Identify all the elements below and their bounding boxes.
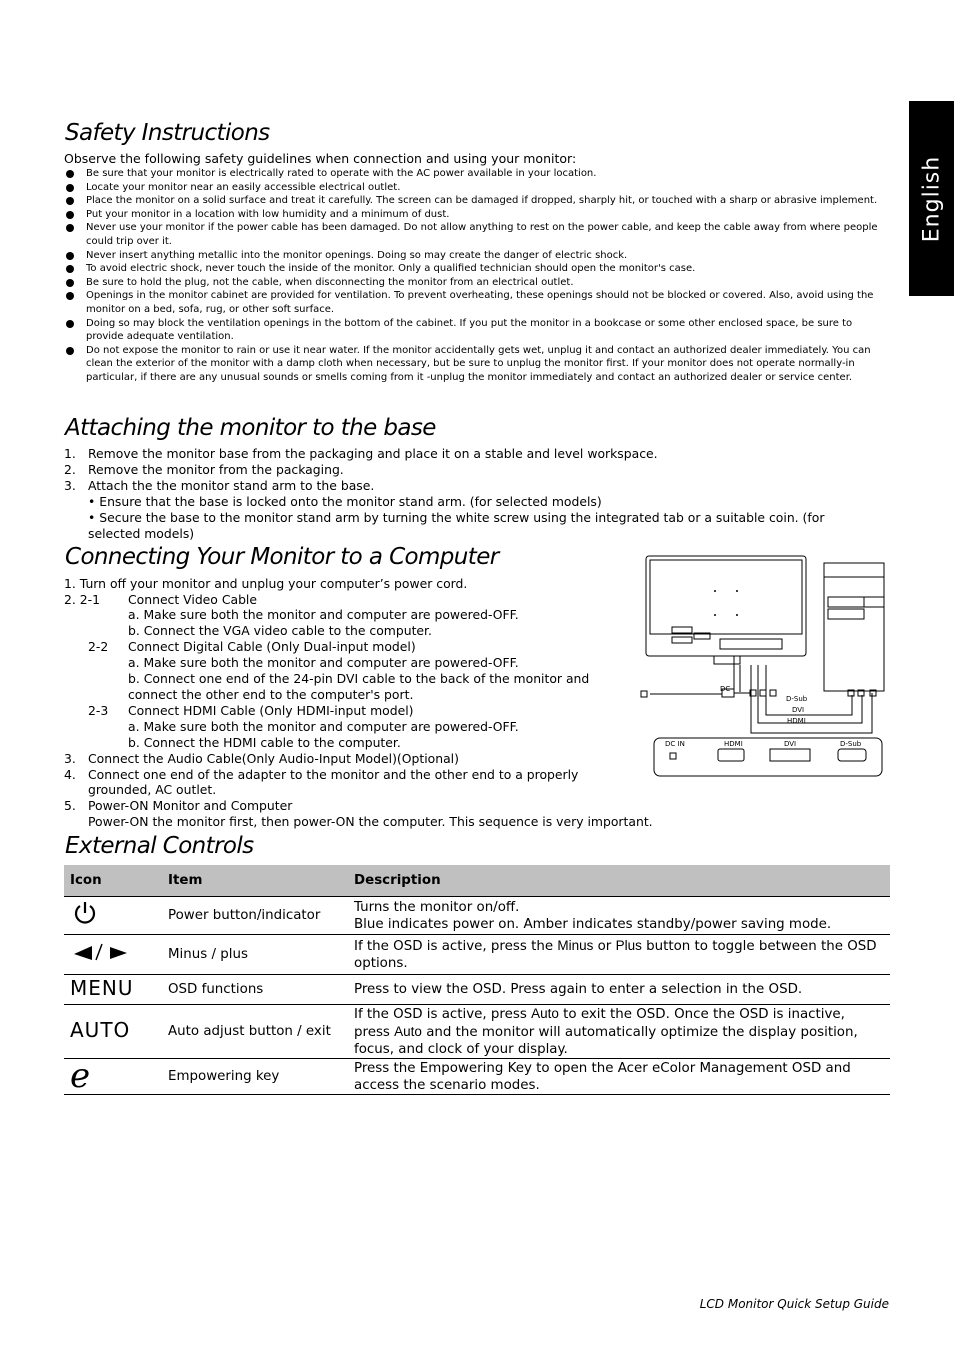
footer-title: LCD Monitor Quick Setup Guide [699, 1297, 889, 1311]
column-header-description: Description [348, 865, 890, 897]
description-text: and the monitor will automatically optimize the display position, focus, and clock of your display. [354, 1025, 858, 1057]
list-item: Locate your monitor near an easily accessible electrical outlet. [64, 181, 890, 195]
description-cell: Press the Empowering Key to open the Acer eColor Management OSD and access the scenario modes. [348, 1059, 890, 1095]
minus-plus-icon [72, 942, 132, 962]
step-text: Remove the monitor base from the packaging and place it on a stable and level workspace. [88, 446, 658, 461]
controls-heading: External Controls [65, 833, 254, 859]
column-header-item: Item [162, 865, 348, 897]
connect-line: Power-ON Monitor and Computer [88, 798, 293, 813]
connect-heading: Connecting Your Monitor to a Computer [65, 544, 499, 570]
item-cell: Minus / plus [162, 935, 348, 975]
step-number: 5. [64, 798, 76, 813]
step-number: 2. 2-1 [64, 592, 100, 607]
list-item: Place the monitor on a solid surface and treat it carefully. The screen can be damaged if dropped, sharply hit, or touched with a sharp or abrasive implement. [64, 194, 890, 208]
connect-line: Power-ON the monitor first, then power-ON the computer. This sequence is very important. [88, 814, 653, 829]
step-number: 2-3 [88, 703, 109, 718]
step-number: 1. [64, 446, 76, 461]
power-icon [72, 900, 98, 926]
list-item: Put your monitor in a location with low humidity and a minimum of dust. [64, 208, 890, 222]
label-dsub: D-Sub [786, 695, 808, 703]
table-row [64, 935, 890, 975]
safety-list [64, 167, 890, 385]
list-item: Do not expose the monitor to rain or use it near water. If the monitor accidentally gets wet, unplug it and contact an authorized dealer immediately. You can clean the exterior of the monitor with a damp cloth when necessary, but be sure to unplug the monitor first. If your monitor does not operate normally-in particular, if there are any unusual sounds or smells coming from it -unplug the monitor immediately and contact an authorized dealer or service center. [64, 344, 890, 385]
port-dsub-label: D-Sub [840, 740, 862, 748]
language-tab [909, 101, 954, 296]
label-hdmi: HDMI [787, 717, 806, 725]
item-cell: Power button/indicator [162, 897, 348, 935]
connect-line: Connect Digital Cable (Only Dual-input model) [128, 639, 416, 654]
auto-icon: AUTO [70, 1017, 131, 1042]
connect-line: Connect Video Cable [128, 592, 258, 607]
list-item: Be sure to hold the plug, not the cable, when disconnecting the monitor from an electrical outlet. [64, 276, 890, 290]
description-cell: Press to view the OSD. Press again to enter a selection in the OSD. [348, 975, 890, 1005]
description-text: If the OSD is active, press [354, 1007, 532, 1022]
attach-heading: Attaching the monitor to the base [65, 415, 436, 441]
keyword-plus: Plus [615, 938, 642, 953]
connect-line: grounded, AC outlet. [88, 782, 217, 797]
item-cell: Auto adjust button / exit [162, 1005, 348, 1059]
description-text: to exit the OSD. Once the OSD is inactive, press [354, 1007, 845, 1040]
connect-line: a. Make sure both the monitor and computer are powered-OFF. [128, 655, 519, 670]
connection-diagram [632, 553, 890, 781]
safety-intro: Observe the following safety guidelines when connection and using your monitor: [64, 151, 577, 166]
description-cell [348, 897, 890, 935]
port-dvi-label: DVI [784, 740, 797, 748]
connect-line: 1. Turn off your monitor and unplug your computer’s power cord. [64, 576, 468, 591]
connect-line: connect the other end to the computer's port. [128, 687, 414, 702]
description-text: or [593, 939, 616, 954]
safety-heading: Safety Instructions [65, 120, 270, 146]
table-row [64, 1059, 890, 1095]
step-text: Attach the the monitor stand arm to the base. [88, 478, 375, 493]
description-cell [348, 1005, 890, 1059]
keyword-auto: Auto [531, 1006, 559, 1021]
list-item: Never use your monitor if the power cable has been damaged. Do not allow anything to rest on the power cable, and keep the cable away from where people could trip over it. [64, 221, 890, 248]
description-text: If the OSD is active, press the [354, 939, 558, 954]
attach-bullet-cont: selected models) [88, 526, 195, 541]
list-item: Doing so may block the ventilation openings in the bottom of the cabinet. If you put the monitor in a bookcase or some other enclosed space, be sure to provide adequate ventilation. [64, 317, 890, 344]
connect-line: Connect the Audio Cable(Only Audio-Input Model)(Optional) [88, 751, 459, 766]
item-cell: Empowering key [162, 1059, 348, 1095]
connect-line: b. Connect the HDMI cable to the computer. [128, 735, 401, 750]
step-number: 4. [64, 767, 76, 782]
step-number: 3. [64, 751, 76, 766]
table-row [64, 1005, 890, 1059]
list-item: Openings in the monitor cabinet are provided for ventilation. To prevent overheating, these openings should not be blocked or covered. Also, avoid using the monitor on a bed, sofa, rug, or other soft surface. [64, 289, 890, 316]
list-item: Be sure that your monitor is electrically rated to operate with the AC power available in your location. [64, 167, 890, 181]
port-hdmi-label: HDMI [724, 740, 743, 748]
keyword-auto: Auto [394, 1024, 422, 1039]
language-tab-label: English [919, 155, 944, 242]
connect-line: b. Connect one end of the 24-pin DVI cable to the back of the monitor and [128, 671, 590, 686]
label-dvi: DVI [792, 706, 805, 714]
list-item: To avoid electric shock, never touch the inside of the monitor. Only a qualified technician should open the monitor's case. [64, 262, 890, 276]
step-text: Remove the monitor from the packaging. [88, 462, 344, 477]
connect-line: a. Make sure both the monitor and computer are powered-OFF. [128, 719, 519, 734]
controls-table [64, 865, 890, 1095]
description-line: Blue indicates power on. Amber indicates standby/power saving mode. [354, 916, 832, 932]
connect-line: Connect HDMI Cable (Only HDMI-input model) [128, 703, 414, 718]
attach-bullet: • Secure the base to the monitor stand arm by turning the white screw using the integrated tab or a suitable coin. (for [88, 510, 825, 525]
port-dcin-label: DC IN [665, 740, 685, 748]
connect-line: b. Connect the VGA video cable to the computer. [128, 623, 432, 638]
description-cell [348, 935, 890, 975]
label-dc: DC [720, 685, 731, 693]
step-number: 2. [64, 462, 76, 477]
pc-tower [824, 563, 884, 691]
step-number: 3. [64, 478, 76, 493]
keyword-minus: Minus [557, 938, 594, 953]
connect-line: a. Make sure both the monitor and computer are powered-OFF. [128, 607, 519, 622]
table-header-row [64, 865, 890, 897]
attach-bullet: • Ensure that the base is locked onto the monitor stand arm. (for selected models) [88, 494, 602, 509]
item-cell: OSD functions [162, 975, 348, 1005]
description-line: Turns the monitor on/off. [354, 899, 520, 915]
monitor-panel [650, 560, 802, 634]
menu-icon: MENU [70, 975, 134, 1000]
description-text: button to toggle between the OSD options. [354, 939, 877, 971]
column-header-icon: Icon [64, 865, 162, 897]
table-row [64, 975, 890, 1005]
list-item: Never insert anything metallic into the monitor openings. Doing so may create the danger of electric shock. [64, 249, 890, 263]
connect-line: Connect one end of the adapter to the monitor and the other end to a properly [88, 767, 579, 782]
empowering-e-icon: e [70, 1056, 91, 1096]
step-number: 2-2 [88, 639, 109, 654]
table-row [64, 897, 890, 935]
